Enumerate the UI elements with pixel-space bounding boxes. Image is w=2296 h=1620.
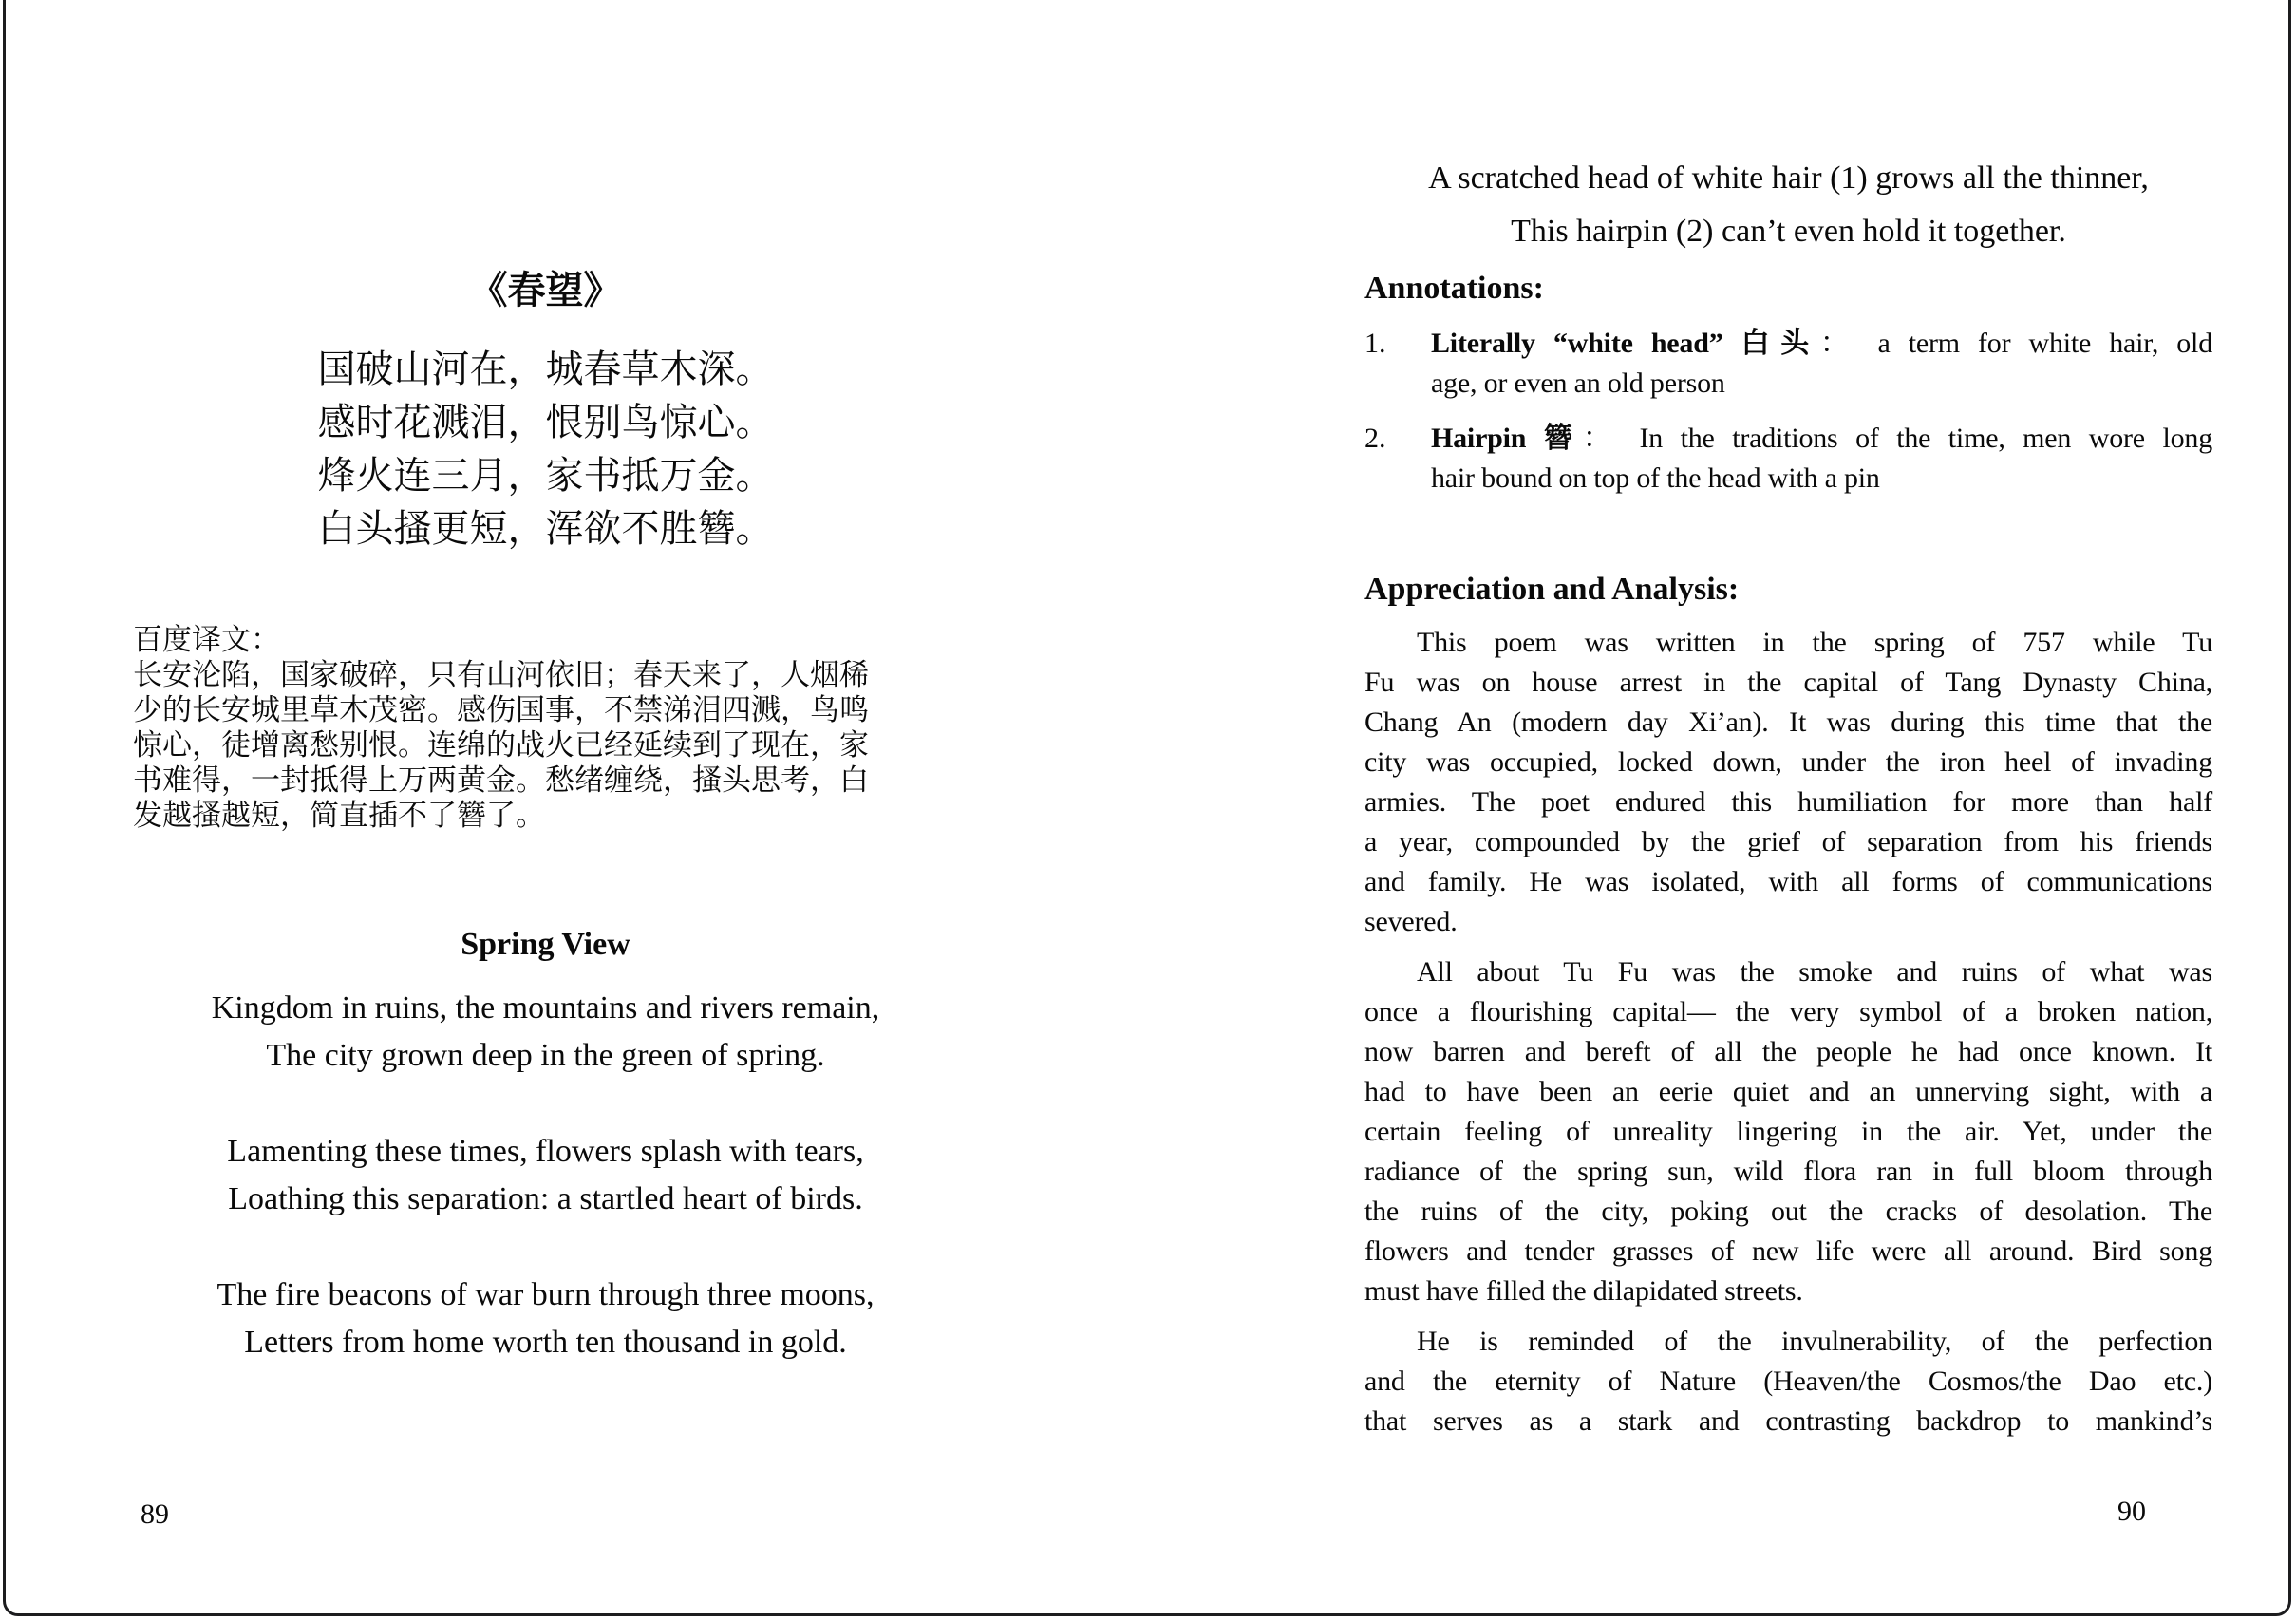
text-line: must have filled the dilapidated streets. xyxy=(1364,1275,1803,1307)
text-line: severed. xyxy=(1364,906,1458,937)
text-line: 烽火连三月，家书抵万金。 xyxy=(317,454,774,497)
verse-line: Lamenting these times, flowers splash with tears, xyxy=(227,1134,864,1169)
annotation-line: age, or even an old person xyxy=(1431,367,1725,399)
text-line: This poem was written in the spring of 757 while Tu xyxy=(1417,627,2212,658)
text-line: Fu was on house arrest in the capital of Tang Dynasty China, xyxy=(1364,667,2212,698)
text-line: had to have been an eerie quiet and an unnerving sight, with a xyxy=(1364,1076,2212,1107)
annotation-item xyxy=(1364,324,2212,404)
text-line: 国破山河在，城春草木深。 xyxy=(317,348,774,390)
verse-couplet xyxy=(133,985,958,1080)
verse-line: The fire beacons of war burn through three moons, xyxy=(216,1277,875,1312)
text-line: city was occupied, locked down, under the iron heel of invading xyxy=(1364,746,2212,778)
text-line: armies. The poet endured this humiliation for more than half xyxy=(1364,786,2212,818)
text-line: 惊心，徒增离愁别恨。连绵的战火已经延续到了现在，家 xyxy=(133,728,869,762)
analysis-heading: Appreciation and Analysis: xyxy=(1364,572,1740,607)
text-line: 书难得，一封抵得上万两黄金。愁绪缠绕，搔头思考，白 xyxy=(133,763,869,797)
text-line: that serves as a stark and contrasting backdrop to mankind’s xyxy=(1364,1405,2212,1437)
verse-couplet xyxy=(133,1272,958,1366)
annotation-text: ： a term for white hair, old xyxy=(1819,328,2212,359)
annotation-line: hair bound on top of the head with a pin xyxy=(1431,462,1880,494)
text-line: flowers and tender grasses of new life were all around. Bird song xyxy=(1364,1235,2212,1267)
annotation-marker: 1. xyxy=(1364,328,1386,359)
annotation-bold-lead: Hairpin 簪 xyxy=(1431,423,1583,454)
text-line: and family. He was isolated, with all forms of communications xyxy=(1364,866,2212,897)
annotation-line xyxy=(1431,419,2212,459)
text-line: 发越搔越短，简直插不了簪了。 xyxy=(133,799,545,832)
chinese-poem xyxy=(133,343,958,556)
poem-title: 《春望》 xyxy=(469,269,622,311)
text-line: This hairpin (2) can’t even hold it together. xyxy=(1511,214,2066,249)
text-line: 感时花溅泪，恨别鸟惊心。 xyxy=(317,401,774,443)
baidu-translation xyxy=(133,622,958,833)
annotation-text: ： In the traditions of the time, men wore long xyxy=(1582,423,2213,454)
analysis-paragraph xyxy=(1364,1322,2212,1441)
annotation-item xyxy=(1364,419,2212,499)
english-poem-title: Spring View xyxy=(461,927,630,962)
text-line: 少的长安城里草木茂密。感伤国事，不禁涕泪四溅，鸟鸣 xyxy=(133,693,869,726)
english-verse xyxy=(133,985,958,1366)
text-line: once a flourishing capital— the very symbol of a broken nation, xyxy=(1364,996,2212,1027)
text-line: 白头搔更短，浑欲不胜簪。 xyxy=(317,507,774,550)
verse-line: The city grown deep in the green of spring. xyxy=(266,1038,825,1073)
annotation-bold-lead: Literally “white head” 白头 xyxy=(1431,328,1820,359)
text-line: All about Tu Fu was the smoke and ruins of what was xyxy=(1417,956,2212,988)
verse-line: Loathing this separation: a startled heart of birds. xyxy=(228,1181,863,1216)
text-line: Chang An (modern day Xi’an). It was during this time that the xyxy=(1364,706,2212,738)
analysis-paragraph xyxy=(1364,952,2212,1311)
analysis-paragraph xyxy=(1364,623,2212,942)
text-line: 长安沦陷，国家破碎，只有山河依旧；春天来了，人烟稀 xyxy=(133,658,869,691)
text-line: now barren and bereft of all the people he had once known. It xyxy=(1364,1036,2212,1067)
verse-line: Kingdom in ruins, the mountains and rivers remain, xyxy=(211,990,880,1026)
annotation-marker: 2. xyxy=(1364,423,1386,454)
text-line: the ruins of the city, poking out the cracks of desolation. The xyxy=(1364,1196,2212,1227)
verse-continuation xyxy=(1364,152,2212,258)
page-right xyxy=(1148,0,2296,1620)
annotation-line xyxy=(1431,324,2212,364)
text-line: certain feeling of unreality lingering in the air. Yet, under the xyxy=(1364,1116,2212,1147)
text-line: and the eternity of Nature (Heaven/the Cosmos/the Dao etc.) xyxy=(1364,1366,2212,1397)
annotations-heading: Annotations: xyxy=(1364,271,1544,306)
page-number-left: 89 xyxy=(141,1498,169,1530)
text-line: a year, compounded by the grief of separation from his friends xyxy=(1364,826,2212,857)
baidu-translation-label: 百度译文： xyxy=(133,623,280,656)
text-line: He is reminded of the invulnerability, of the perfection xyxy=(1417,1326,2212,1357)
text-line: A scratched head of white hair (1) grows all the thinner, xyxy=(1428,160,2149,196)
page-number-right: 90 xyxy=(2117,1496,2146,1527)
verse-line: Letters from home worth ten thousand in gold. xyxy=(244,1325,847,1360)
text-line: radiance of the spring sun, wild flora ran in full bloom through xyxy=(1364,1156,2212,1187)
verse-couplet xyxy=(133,1128,958,1223)
baidu-translation-body xyxy=(133,657,958,833)
